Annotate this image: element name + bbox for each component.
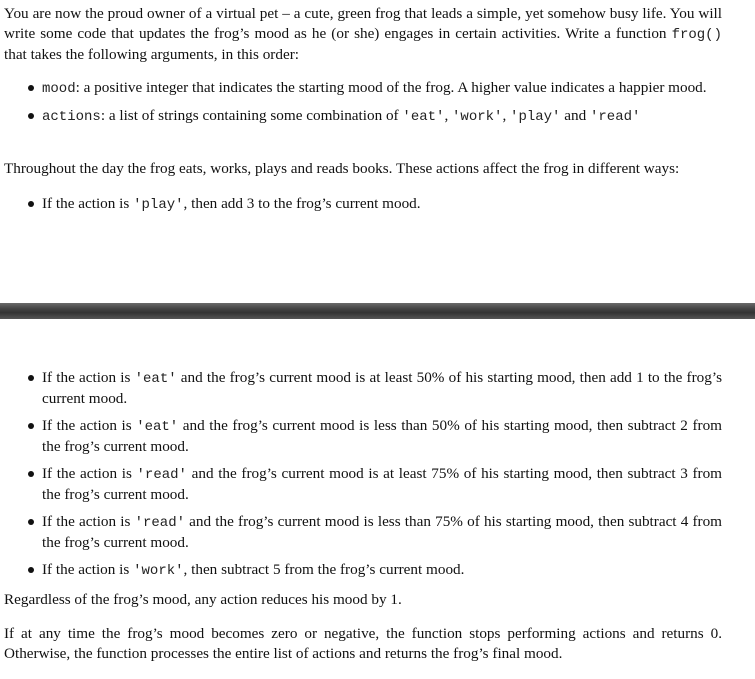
arguments-list (0, 78, 722, 134)
rule-item (0, 560, 722, 581)
page-divider (0, 303, 755, 319)
action-option: 'read' (590, 109, 641, 125)
rule-post: , then add 3 to the frog’s current mood. (183, 195, 421, 212)
rule-code: 'eat' (136, 419, 179, 435)
rule-pre: If the action is (42, 561, 134, 578)
final-paragraph: If at any time the frog’s mood becomes zero or negative, the function stops performing actions and returns 0. Otherwise, the function processes the entire list of actions and returns the frog’s final mood. (4, 625, 722, 662)
action-option: 'play' (510, 109, 561, 125)
argument-description: : a list of strings containing some combination of (100, 107, 403, 124)
rule-code: 'play' (133, 197, 184, 213)
rule-post: , then subtract 5 from the frog’s current mood. (183, 561, 465, 578)
intro-text-1: You are now the proud owner of a virtual pet – a cute, green frog that leads a simple, yet somehow busy life. You will write some code that updates the frog’s mood as he (or she) engages in certain activities. Write a function (4, 5, 722, 42)
actions-intro: Throughout the day the frog eats, works, plays and reads books. These actions affect the frog in different ways: (4, 160, 680, 177)
separator: , (502, 107, 511, 124)
rule-item (0, 512, 722, 553)
rule-pre: If the action is (42, 417, 137, 434)
argument-name: mood (42, 81, 76, 97)
rule-code: 'read' (134, 515, 186, 531)
rule-pre: If the action is (42, 195, 134, 212)
rule-post: and the frog’s current mood is at least 50% of his starting mood, then add 1 to the frog’s current mood. (42, 369, 722, 407)
regardless-paragraph: Regardless of the frog’s mood, any action reduces his mood by 1. (4, 591, 402, 608)
action-option: 'work' (452, 109, 503, 125)
argument-description: : a positive integer that indicates the starting mood of the frog. A higher value indicates a happier mood. (75, 79, 707, 96)
rule-pre: If the action is (42, 369, 135, 386)
intro-paragraph (4, 4, 722, 65)
intro-text-2: that takes the following arguments, in this order: (4, 46, 299, 63)
argument-item-mood (0, 78, 722, 99)
rule-item (0, 194, 722, 215)
rule-post: and the frog’s current mood is less than 50% of his starting mood, then subtract 2 from the frog’s current mood. (42, 417, 722, 455)
rule-post: and the frog’s current mood is at least 75% of his starting mood, then subtract 3 from the frog’s current mood. (42, 465, 722, 503)
function-name: frog() (671, 27, 722, 43)
rule-post: and the frog’s current mood is less than 75% of his starting mood, then subtract 4 from the frog’s current mood. (42, 513, 722, 551)
rules-list-top (0, 194, 722, 215)
rule-item (0, 368, 722, 409)
rule-pre: If the action is (42, 513, 135, 530)
argument-item-actions (0, 106, 722, 127)
rule-code: 'eat' (134, 371, 177, 387)
separator: , (444, 107, 453, 124)
rule-item (0, 464, 722, 505)
rule-item (0, 416, 722, 457)
rule-pre: If the action is (42, 465, 137, 482)
action-option: 'eat' (402, 109, 445, 125)
conjunction: and (560, 107, 590, 124)
argument-name: actions (42, 109, 101, 125)
rule-code: 'work' (133, 563, 184, 579)
rules-list-bottom (0, 368, 722, 588)
rule-code: 'read' (136, 467, 187, 483)
